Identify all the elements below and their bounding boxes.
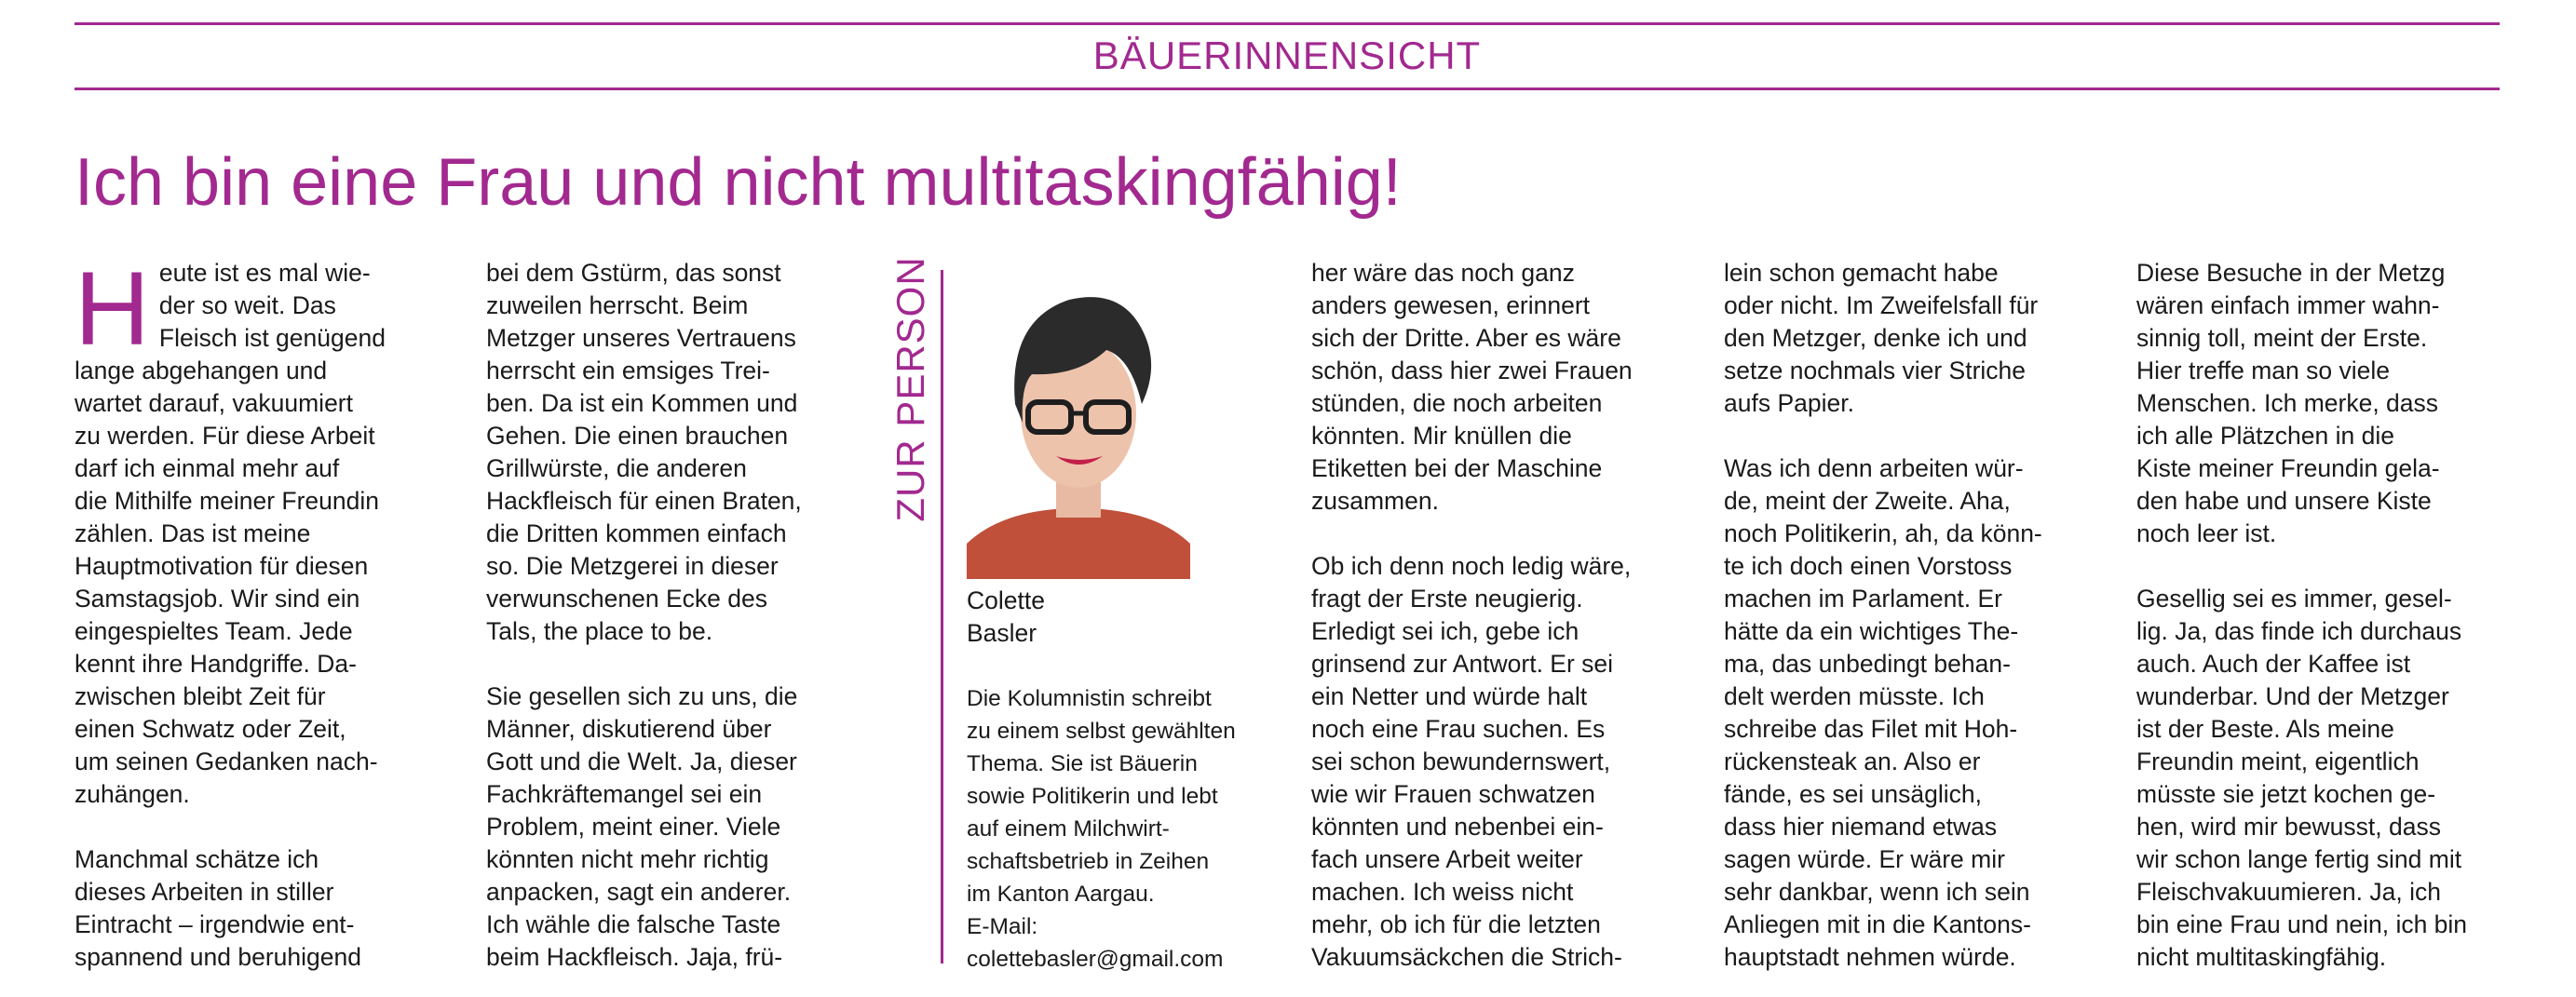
paragraph: bei dem Gstürm, das sonst zuweilen herrscht. Beim Metzger unseres Vertrauens herrscht ein emsiges Trei- ben. Da ist ein Kommen und Gehen. Die einen brauchen Grillwürste, die anderen Hackfleisch für einen Braten, die Dritten kommen einfach so. Die Metzgerei in dieser verwunschenen Ecke des Tals, the place to be. [486,259,802,645]
rubric: BÄUERINNENSICHT [1092,34,1482,77]
paragraph: Gesellig sei es immer, gesel- lig. Ja, das finde ich durchaus auch. Auch der Kaffee ist wunderbar. Und der Metzger ist der Beste. Als meine Freundin meint, eigentlich müsste sie jetzt kochen ge- hen, wird mir bewusst, dass wir schon lange fertig sind mit Fleischvakuumieren. Ja, ich bin eine Frau und nein, ich bin nicht multitaskingfähig. [2136,585,2468,971]
sidebar-divider [941,270,943,963]
sidebar-label-text: ZUR PERSON [888,256,932,522]
article-column-3 [1311,257,1684,983]
paragraph: Manchmal schätze ich dieses Arbeiten in stiller Eintracht – irgendwie ent- spannend und beruhigend [75,845,361,971]
sidebar-label [874,256,948,522]
rubric-rule [75,88,2500,90]
paragraph: Diese Besuche in der Metzg wären einfach immer wahn- sinnig toll, meint der Erste. Hier treffe man so viele Menschen. Ich merke, dass ich alle Plätzchen in die Kiste meiner Freundin gela- den habe und unsere Kiste noch leer ist. [2136,259,2446,547]
paragraph: Ob ich denn noch ledig wäre, fragt der Erste neugierig. Erledigt sei ich, gebe ich grinsend zur Antwort. Er sei ein Netter und würde halt noch eine Frau suchen. Es sei schon bewundernswert, wie wir Frauen schwatzen könnten und nebenbei ein- fach unsere Arbeit weiter machen. Ich weiss nicht mehr, ob ich für die letzten Vakuumsäckchen die Strich- [1311,552,1632,971]
author-name: Colette Basler [967,586,1045,647]
top-rule [75,22,2500,25]
paragraph [75,257,447,811]
article-column-4 [1724,257,2096,983]
paragraph-text: eute ist es mal wie- der so weit. Das Fleisch ist genügend lange abgehangen und wartet darauf, vakuumiert zu werden. Für diese Arbeit darf ich einmal mehr auf die Mithilfe meiner Freundin zählen. Das ist meine Hauptmotivation für diesen Samstagsjob. Wir sind ein eingespieltes Team. Jede kennt ihre Handgriffe. Da- zwischen bleibt Zeit für einen Schwatz oder Zeit, um seinen Gedanken nach- zuhängen. [75,259,386,808]
drop-cap: H [75,257,150,367]
author-bio [967,585,1274,976]
paragraph: her wäre das noch ganz anders gewesen, erinnert sich der Dritte. Aber es wäre schön, dass hier zwei Frauen stünden, die noch arbeiten könnten. Mir knüllen die Etiketten bei der Maschine zusammen. [1311,259,1633,515]
author-photo [967,264,1190,579]
headline: Ich bin eine Frau und nicht multitaskingfähig! [75,145,1402,220]
paragraph: lein schon gemacht habe oder nicht. Im Zweifelsfall für den Metzger, denke ich und setze nochmals vier Striche aufs Papier. [1724,259,2039,417]
article-column-5 [2136,257,2509,983]
article-column-2 [486,257,859,983]
article-column-1 [75,257,447,983]
paragraph: Sie gesellen sich zu uns, die Männer, diskutierend über Gott und die Welt. Ja, dieser Fachkräftemangel sei ein Problem, meint einer. Viele könnten nicht mehr richtig anpacken, sagt ein anderer. Ich wähle die falsche Taste beim Hackfleisch. Jaja, frü- [486,682,798,971]
portrait-image [967,264,1190,579]
author-description: Die Kolumnistin schreibt zu einem selbst gewählten Thema. Sie ist Bäuerin sowie Politikerin und lebt auf einem Milchwirt- schaftsbetrieb in Zeihen im Kanton Aargau. E-Mail: colettebasler@gmail.com [967,686,1236,972]
paragraph: Was ich denn arbeiten wür- de, meint der Zweite. Aha, noch Politikerin, ah, da könn- te ich doch einen Vorstoss machen im Parlament. Er hätte da ein wichtiges The- ma, das unbedingt behan- delt werden müsste. Ich schreibe das Filet mit Hoh- rückensteak an. Also er fände, es sei unsäglich, dass hier niemand etwas sagen würde. Er wäre mir sehr dankbar, wenn ich sein Anliegen mit in die Kantons- hauptstadt nehmen würde. [1724,454,2042,971]
